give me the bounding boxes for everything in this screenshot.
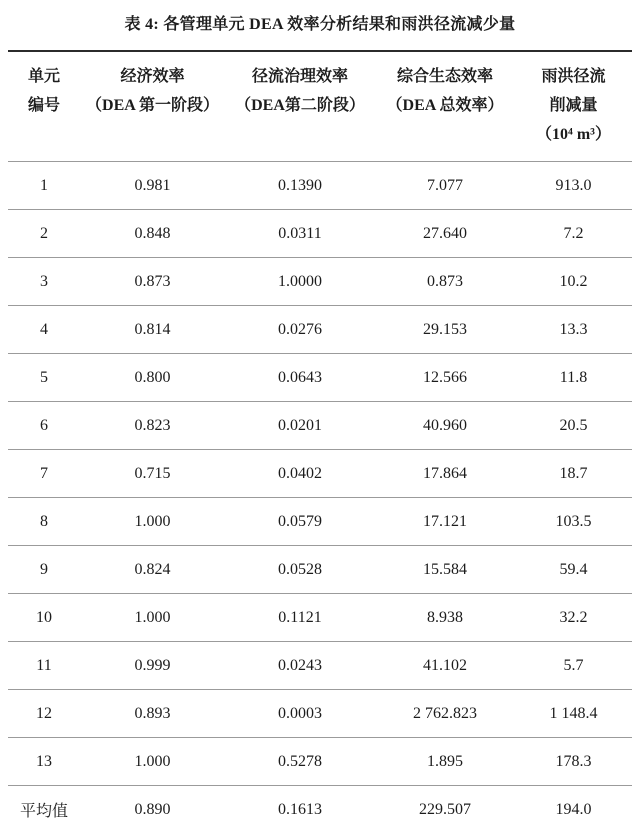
table-cell: 59.4 (515, 546, 632, 594)
table-cell: 10 (8, 594, 80, 642)
header-cell-economic-efficiency (80, 51, 225, 162)
table-cell: 7.077 (375, 162, 515, 210)
table-cell: 0.0003 (225, 690, 375, 738)
table-cell: 2 762.823 (375, 690, 515, 738)
table-cell: 0.824 (80, 546, 225, 594)
header-line: （DEA 第一阶段） (86, 97, 219, 114)
table-row (8, 498, 632, 546)
table-cell: 13 (8, 738, 80, 786)
table-cell: 1.000 (80, 498, 225, 546)
table-cell: 229.507 (419, 800, 471, 818)
table-cell: 0.800 (80, 354, 225, 402)
table-cell: 0.0402 (225, 450, 375, 498)
table-cell: 5.7 (515, 642, 632, 690)
table-cell: 32.2 (515, 594, 632, 642)
table-cell: 17.864 (375, 450, 515, 498)
table-cell: 1.000 (80, 594, 225, 642)
table-row (8, 306, 632, 354)
table-row (8, 738, 632, 786)
table-cell: 18.7 (515, 450, 632, 498)
table-cell: 0.848 (80, 210, 225, 258)
table-cell: 0.0643 (225, 354, 375, 402)
table-row (8, 690, 632, 738)
header-line: 综合生态效率 (396, 68, 493, 85)
table-cell: 0.1390 (225, 162, 375, 210)
table-cell: 0.981 (80, 162, 225, 210)
header-cell-runoff-management-efficiency (225, 51, 375, 162)
table-cell: 1 (8, 162, 80, 210)
table-cell: 平均值 (19, 803, 68, 820)
table-cell: 913.0 (515, 162, 632, 210)
header-line: 单元 (27, 68, 60, 85)
table-header-row (8, 51, 632, 162)
table-cell: 0.873 (375, 258, 515, 306)
table-cell: 1.000 (80, 738, 225, 786)
header-cell-stormwater-runoff-reduction (515, 51, 632, 162)
table-row (8, 210, 632, 258)
table-row (8, 402, 632, 450)
table-cell: 11.8 (515, 354, 632, 402)
table-cell: 13.3 (515, 306, 632, 354)
header-line: （DEA 总效率） (386, 97, 504, 114)
table-cell: 0.715 (80, 450, 225, 498)
header-line: （10⁴ m³） (536, 126, 611, 143)
table-cell: 0.0528 (225, 546, 375, 594)
table-cell: 1.0000 (225, 258, 375, 306)
table-cell: 27.640 (375, 210, 515, 258)
table-cell: 29.153 (375, 306, 515, 354)
table-cell: 0.893 (80, 690, 225, 738)
header-line: 雨洪径流 (541, 68, 606, 85)
table-row (8, 162, 632, 210)
table-cell: 7 (8, 450, 80, 498)
table-cell: 0.5278 (225, 738, 375, 786)
table-cell: 0.823 (80, 402, 225, 450)
header-cell-comprehensive-eco-efficiency (375, 51, 515, 162)
table-cell: 0.1121 (225, 594, 375, 642)
table-cell: 0.0243 (225, 642, 375, 690)
table-cell: 0.873 (80, 258, 225, 306)
table-row (8, 354, 632, 402)
table-cell: 0.1613 (278, 800, 322, 818)
table-cell: 0.0579 (225, 498, 375, 546)
table-cell: 1.895 (375, 738, 515, 786)
dea-results-table (8, 50, 632, 822)
header-line: 编号 (27, 97, 60, 114)
table-cell: 103.5 (515, 498, 632, 546)
table-cell: 8.938 (375, 594, 515, 642)
table-row (8, 642, 632, 690)
header-line: 经济效率 (120, 68, 185, 85)
table-cell: 9 (8, 546, 80, 594)
table-row (8, 594, 632, 642)
table-cell: 3 (8, 258, 80, 306)
table-cell: 2 (8, 210, 80, 258)
table-cell: 20.5 (515, 402, 632, 450)
table-cell: 12.566 (375, 354, 515, 402)
table-cell: 0.814 (80, 306, 225, 354)
header-cell-unit-number (8, 51, 80, 162)
table-cell: 0.0201 (225, 402, 375, 450)
table-row (8, 546, 632, 594)
table-cell: 15.584 (375, 546, 515, 594)
table-cell: 10.2 (515, 258, 632, 306)
header-line: 径流治理效率 (251, 68, 348, 85)
table-cell: 0.999 (80, 642, 225, 690)
table-cell: 178.3 (515, 738, 632, 786)
table-cell: 40.960 (375, 402, 515, 450)
table-cell: 0.0276 (225, 306, 375, 354)
table-cell: 17.121 (375, 498, 515, 546)
table-cell: 8 (8, 498, 80, 546)
table-title: 表 4: 各管理单元 DEA 效率分析结果和雨洪径流减少量 (124, 16, 516, 33)
table-cell: 7.2 (515, 210, 632, 258)
table-row (8, 258, 632, 306)
table-cell: 5 (8, 354, 80, 402)
table-cell: 0.890 (134, 800, 171, 818)
header-line: 削减量 (549, 97, 598, 114)
table-cell: 11 (8, 642, 80, 690)
table-cell: 194.0 (555, 800, 592, 818)
table-cell: 4 (8, 306, 80, 354)
table-cell: 0.0311 (225, 210, 375, 258)
table-cell: 6 (8, 402, 80, 450)
table-cell: 1 148.4 (515, 690, 632, 738)
table-row (8, 450, 632, 498)
header-line: （DEA第二阶段） (235, 97, 365, 114)
table-cell: 41.102 (375, 642, 515, 690)
table-cell: 12 (8, 690, 80, 738)
table-row-average (8, 786, 632, 822)
